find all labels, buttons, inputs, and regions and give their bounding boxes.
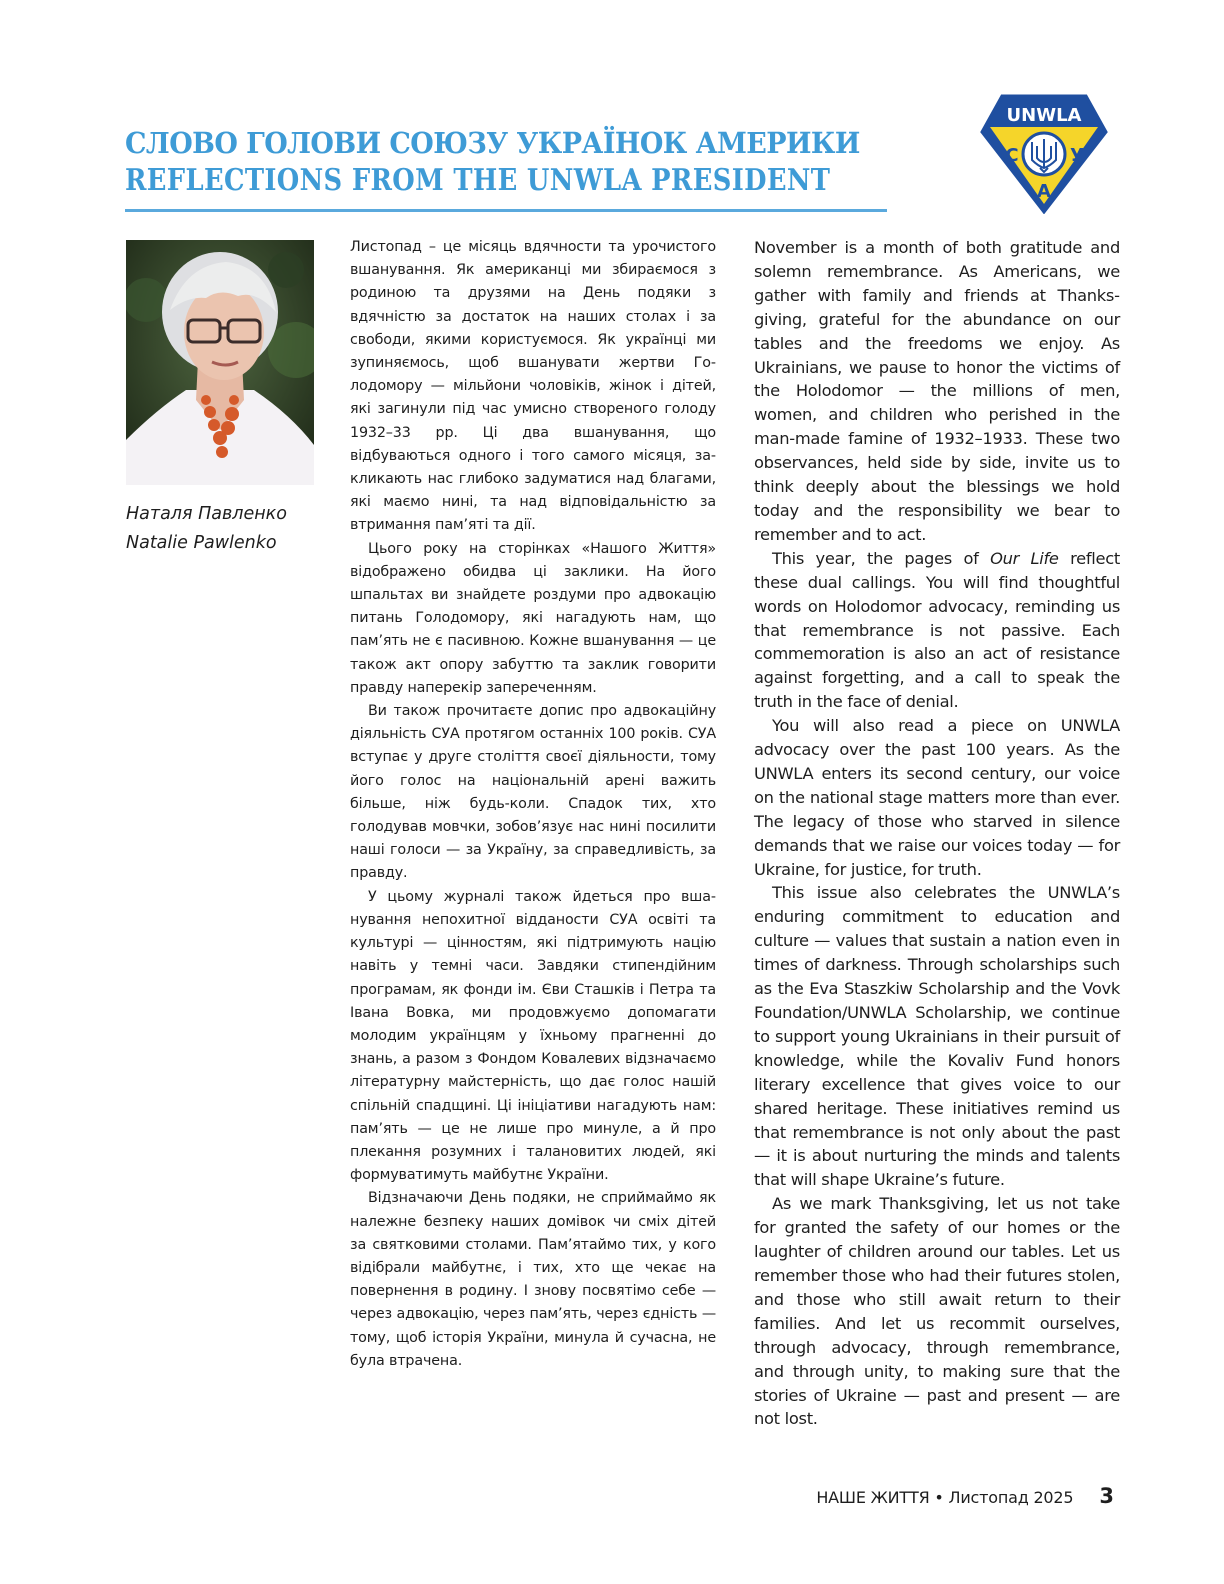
svg-text:UNWLA: UNWLA (1006, 105, 1082, 126)
svg-text:У: У (1070, 145, 1084, 166)
svg-text:А: А (1037, 181, 1051, 202)
paragraph: Листопад – це місяць вдячности та урочистого вшанування. Як американці ми збираємося з родиною та друзями на День подяки з вдячністю за достаток на наших столах і за свободи, якими користуємося. Як українці ми зупиняємось, щоб вшанувати жертви Голодомору — мільйони чоловіків, жінок і дітей, які загинули під час умисно створеного голоду 1932–33 рр. Ці два вшанування, що відбуваються одного і того самого місяця, закликають нас глибоко задуматися над благами, які маємо нині, та над відповідальністю за втримання пам’яті та дії. (350, 239, 716, 534)
svg-text:С: С (1005, 145, 1019, 166)
unwla-logo (980, 94, 1108, 214)
paragraph: This issue also celebrates the UNWLA’s enduring commitment to education and culture — values that sustain a nation even in times of darkness. Through scholarships such as the Eva Staszkiw Scholarship and the Vovk Foundation/UNWLA Scholarship, we continue to support young Ukrainians in their pursuit of knowledge, while the Kovaliv Fund honors literary excellence that gives voice to our shared heritage. These initiatives remind us that remembrance is not only about the past — it is about nurturing the minds and talents that will shape Ukraine’s future. (754, 883, 1120, 1190)
author-name-ukrainian: Наталя Павленко (126, 504, 287, 524)
author-portrait-photo (126, 240, 314, 485)
page-header (125, 124, 887, 200)
paragraph: November is a month of both gratitude and solemn remembrance. As Americans, we gather with family and friends at Thanksgiving, grateful for the abundance on our tables and the freedoms we enjoy. As Ukrainians, we pause to honor the victims of the Holodomor — the millions of men, women, and children who perished in the man-made famine of 1932–1933. These two observances, held side by side, invite us to think deeply about the blessings we hold today and the responsibility we bear to remember and to act. (754, 238, 1120, 544)
author-name-english: Natalie Pawlenko (126, 533, 277, 553)
paragraph: This year, the pages of Our Life reflect these dual callings. You will find thoughtful words on Holodomor advocacy, reminding us that remembrance is not passive. Each commemoration is also an act of resistance against forgetting, and a call to speak the truth in the face of denial. (754, 548, 1120, 712)
paragraph: Цього року на сторінках «Нашого Життя» відображено обидва ці заклики. На його шпальтах ви знайдете роздуми про адвокацію питань Голодомору, які нагадують нам, що пам’ять не є пасивною. Кожне вшанування — це також акт опору забуттю та заклик говорити правду наперекір запереченням. (350, 540, 716, 696)
paragraph: У цьому журналі також йдеться про вшанування непохитної відданости СУА освіті та культурі — цінностям, які підтримують націю навіть у темні часи. Завдяки стипендійним програмам, як фонди ім. Єви Сташків і Петра та Івана Вовка, ми продовжуємо допомагати молодим українцям у їхньому прагненні до знань, а разом з Фондом Ковалевих відзначаємо літературну майстерність, що дає голос нашій спільній спадщині. Ці ініціативи нагадують нам: пам’ять — це не лише про минуле, а й про плекання розумних і талановитих людей, які формуватимуть майбутнє України. (350, 888, 716, 1184)
photo-caption (126, 500, 287, 558)
paragraph: Відзначаючи День подяки, не сприймаймо як належне безпеку наших домівок чи сміх дітей за святковими столами. Пам’ятаймо тих, у кого відібрали майбутнє, і тих, хто ще чекає на повернення в родину. І знову посвятімо себе — через адвокацію, через пам’ять, через єдність — тому, щоб історія України, минула й сучасна, не була втрачена. (350, 1190, 716, 1369)
magazine-title-italic: Our Life (990, 548, 1059, 568)
page-title-ukrainian: СЛОВО ГОЛОВИ СОЮЗУ УКРАЇНОК АМЕРИКИ (125, 126, 860, 160)
article-english-column (754, 236, 1120, 1431)
article-ukrainian-column (350, 236, 716, 1373)
paragraph: You will also read a piece on UNWLA advocacy over the past 100 years. As the UNWLA enters its second century, our voice on the national stage matters more than ever. The legacy of those who starved in silence demands that we raise our voices today — for Ukraine, for justice, for truth. (754, 716, 1120, 879)
unwla-diamond-icon (980, 94, 1108, 214)
page-number: 3 (1099, 1484, 1114, 1508)
magazine-issue-label: НАШЕ ЖИТТЯ • Листопад 2025 (816, 1488, 1074, 1507)
page-title-english: REFLECTIONS FROM THE UNWLA PRESIDENT (125, 163, 831, 198)
title-divider (125, 209, 887, 212)
paragraph: Ви також прочитаєте допис про адвокаційну діяльність СУА протягом останніх 100 років. СУА вступає у друге століття своєї діяльности, тому його голос на національній арені важить більше, ніж будь-коли. Спадок тих, хто голодував мовчки, зобов’язує нас нині посилити наші голоси — за Україну, за справедливість, за правду. (350, 703, 716, 882)
page-footer (816, 1484, 1114, 1508)
paragraph: As we mark Thanksgiving, let us not take for granted the safety of our homes or the laughter of children around our tables. Let us remember those who had their futures stolen, and those who still await return to their families. And let us recommit ourselves, through advocacy, through remembrance, and through unity, to making sure that the stories of Ukraine — past and present — are not lost. (754, 1194, 1120, 1429)
